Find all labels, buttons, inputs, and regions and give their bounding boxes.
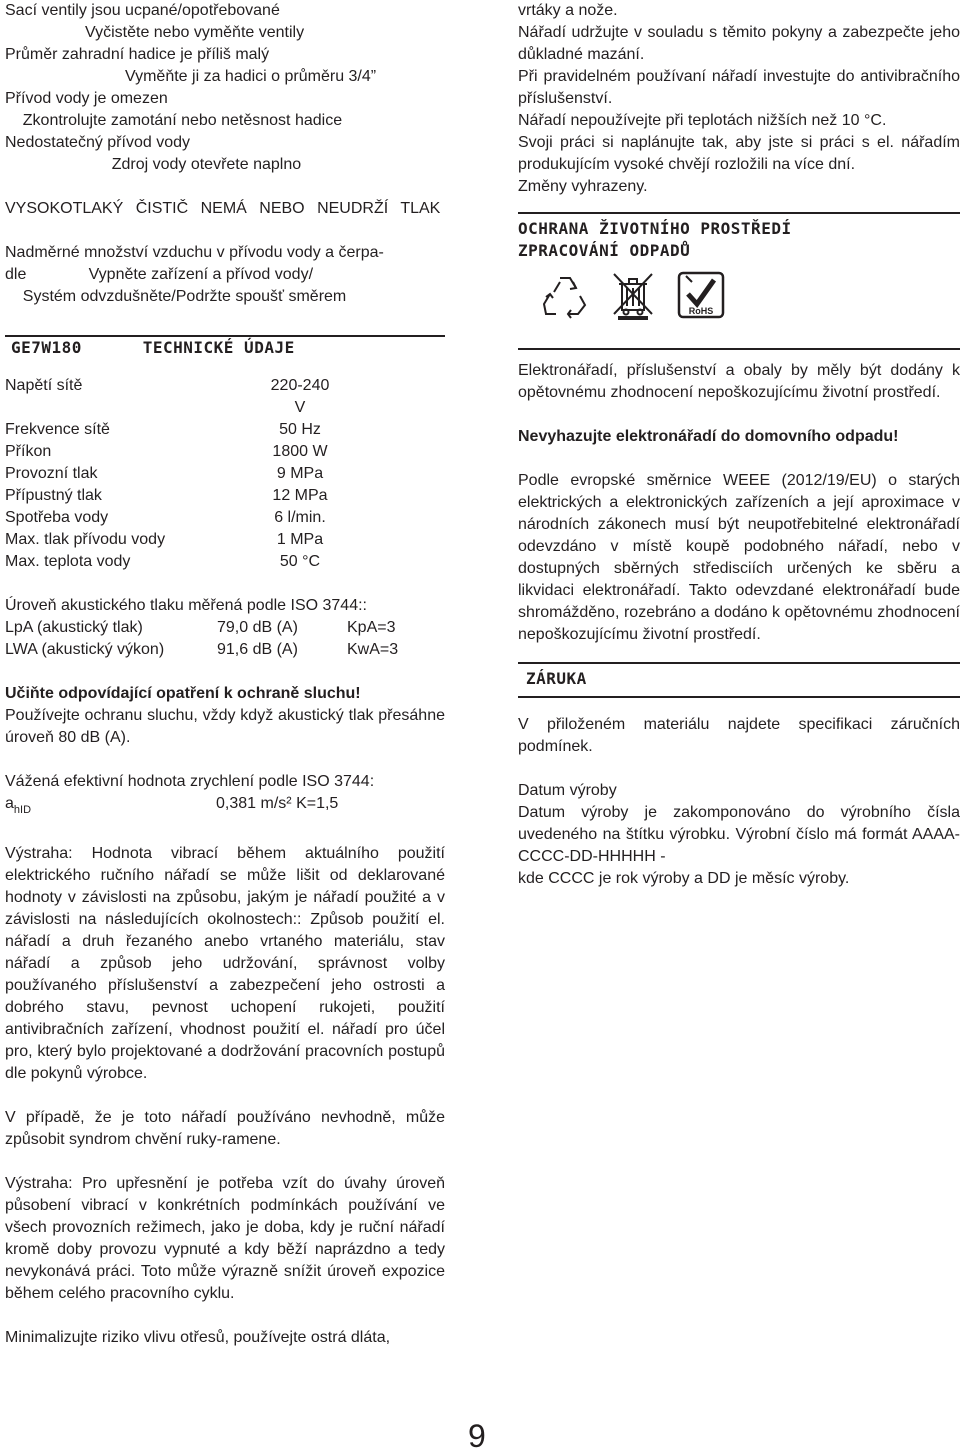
spec-row (5, 529, 335, 551)
noise-row (5, 639, 398, 661)
warranty-heading: ZÁRUKA (518, 662, 960, 690)
disposal-icons (518, 262, 960, 334)
spec-value: 50 °C (279, 553, 321, 570)
production-date-title: Datum výroby (518, 782, 617, 799)
troubleshoot-line: Zdroj vody otevřete naplno (5, 156, 302, 173)
spec-row (5, 441, 335, 463)
noise-table (5, 617, 398, 661)
troubleshoot-line: Průměr zahradní hadice je příliš malý (5, 46, 270, 63)
page-number: 9 (468, 1418, 486, 1454)
weee-text: Podle evropské směrnice WEEE (2012/19/EU) o starých elektrických a elektronických zařízeních a její aproximace v národních zákonech musí být neupotřebitelné elektronářadí odevzdáno v místě koupě podobného nářadí, nebo v dostupných sběrných středisciích určených ke sběru a likvidaci elektronářadí. Takto odevzdané elektronářadí bude shromážděno, rozebráno a dodáno k opětovnému zhodnocení nepoškozujícímu životní prostředí. (518, 472, 960, 643)
changes-reserved: Změny vyhrazeny. (518, 178, 648, 195)
noise-label: LpA (akustický tlak) (5, 619, 143, 636)
hearing-text: Používejte ochranu sluchu, vždy když akustický tlak přesáhne úroveň 80 dB (A). (5, 707, 445, 746)
tech-heading: GE7W180 TECHNICKÉ ÚDAJE (5, 335, 445, 359)
right-column (518, 0, 960, 890)
vibration-value: 0,381 m/s² K=1,5 (216, 795, 339, 812)
vibration-symbol: a (5, 795, 14, 812)
troubleshoot-line: Vyčistěte nebo vyměňte ventily (5, 24, 305, 41)
accessory-note: Při pravidelném používaní nářadí investujte do antivibračního příslušenství. (518, 68, 960, 107)
environment-heading (518, 212, 960, 262)
environment-heading-line2: ZPRACOVÁNÍ ODPADŮ (518, 241, 691, 260)
planning-note: Svoji práci si naplánujte tak, aby jste si práci s el. nářadím produkujícím vysoké chvějí rozložili na více dní. (518, 134, 960, 173)
spec-value: 220-240 V (270, 377, 330, 416)
hand-arm-note: V případě, že je toto nářadí používáno nevhodně, může způsobit syndrom chvění ruky-ramene. (5, 1109, 445, 1148)
temperature-note: Nářadí nepoužívejte při teplotách nižších než 10 °C. (518, 112, 887, 129)
environment-text: Elektronářadí, příslušenství a obaly by měly být dodány k opětovnému zhodnocení nepoškozujícímu životní prostředí. (518, 362, 960, 401)
pressure-line: dle Vypněte zařízení a přívod vody/ (5, 266, 314, 283)
pressure-title: VYSOKOTLAKÝ ČISTIČ NEMÁ NEBO NEUDRŽÍ TLAK (5, 200, 441, 217)
continued-text: vrtáky a nože. (518, 2, 618, 19)
noise-k: KpA=3 (347, 619, 396, 636)
warranty-text: V přiloženém materiálu najdete specifikaci záručních podmínek. (518, 716, 960, 755)
spec-value: 6 l/min. (274, 509, 326, 526)
spec-row (5, 551, 335, 573)
troubleshoot-line: Vyměňte ji za hadici o průměru 3/4” (5, 68, 377, 85)
crossed-bin-icon (608, 270, 658, 320)
troubleshoot-line: Přívod vody je omezen (5, 90, 168, 107)
spec-row (5, 419, 335, 441)
troubleshoot-line: Nedostatečný přívod vody (5, 134, 190, 151)
maintenance-note: Nářadí udržujte v souladu s těmito pokyny a zabezpečte jeho důkladné mazání. (518, 24, 960, 63)
troubleshoot-line: Sací ventily jsou ucpané/opotřebované (5, 2, 280, 19)
exposure-warning: Výstraha: Pro upřesnění je potřeba vzít do úvahy úroveň působení vibrací v konkrétních podmínkách používání ve všech provozních režimech, jako je doba, kdy je ruční nářadí kromě doby provozu vypnuté a kdy běží naprázdno a tedy nevykonává práci. Toto může výrazně snížit úroveň expozice během celého pracovního cyklu. (5, 1175, 445, 1302)
noise-label: LWA (akustický výkon) (5, 641, 165, 658)
spec-label: Max. tlak přívodu vody (5, 531, 166, 548)
spec-table (5, 375, 335, 573)
environment-warning: Nevyhazujte elektronářadí do domovního odpadu! (518, 428, 899, 445)
production-date-text: Datum výroby je zakomponováno do výrobního čísla uvedeného na štítku výrobku. Výrobní číslo má formát AAAA-CCCC-DD-HHHHH - (518, 804, 960, 865)
spec-row (5, 485, 335, 507)
spec-label: Spotřeba vody (5, 509, 109, 526)
noise-k: KwA=3 (347, 641, 399, 658)
spec-value: 9 MPa (276, 465, 324, 482)
spec-value: 1 MPa (276, 531, 324, 548)
spec-row (5, 463, 335, 485)
hearing-warning: Učiňte odpovídající opatření k ochraně sluchu! (5, 685, 361, 702)
troubleshoot-list (5, 0, 445, 176)
noise-value: 91,6 dB (A) (217, 641, 298, 658)
troubleshoot-line: Zkontrolujte zamotání nebo netěsnost hadice (5, 112, 343, 129)
noise-value: 79,0 dB (A) (217, 619, 298, 636)
production-date-last: kde CCCC je rok výroby a DD je měsíc výroby. (518, 870, 850, 887)
pressure-line: Nadměrné množství vzduchu v přívodu vody a čerpa- (5, 244, 384, 261)
spec-label: Provozní tlak (5, 465, 98, 482)
spec-row (5, 507, 335, 529)
spec-label: Max. teplota vody (5, 553, 131, 570)
left-column (5, 0, 445, 1349)
spec-value: 50 Hz (279, 421, 321, 438)
rohs-icon (676, 270, 726, 320)
vibration-row (5, 793, 445, 821)
spec-label: Napětí sítě (5, 377, 83, 394)
spec-label: Přípustný tlak (5, 487, 102, 504)
spec-value: 1800 W (272, 443, 328, 460)
spec-label: Příkon (5, 443, 52, 460)
spec-row (5, 375, 335, 419)
vibration-intro: Vážená efektivní hodnota zrychlení podle ISO 3744: (5, 773, 375, 790)
noise-row (5, 617, 398, 639)
noise-intro: Úroveň akustického tlaku měřená podle ISO 3744:: (5, 597, 367, 614)
minimize-note: Minimalizujte riziko vlivu otřesů, používejte ostrá dláta, (5, 1329, 391, 1346)
pressure-line: Systém odvzdušněte/Podržte spoušť směrem (5, 288, 347, 305)
spec-value: 12 MPa (272, 487, 328, 504)
vibration-subscript: hID (13, 804, 32, 816)
environment-heading-line1: OCHRANA ŽIVOTNÍHO PROSTŘEDÍ (518, 219, 792, 238)
vibration-warning: Výstraha: Hodnota vibrací během aktuálního použití elektrického ručního nářadí se může lišit od deklarované hodnoty v závislosti na způsobu, jakým je nářadí použité a v závislosti na následujících okolnostech:: Způsob použití el. nářadí a druh řezaného anebo vrtaného materiálu, stav nářadí a způsob jeho udržování, správnost volby používaného příslušenství a zabezpečení jeho ostrosti a dobrého stavu, pevnost uchopení rukojeti, použití antivibračních zařízení, vhodnost použití el. nářadí pro účel pro, který bylo projektované a dodržování pracovních postupů dle pokynů výrobce. (5, 845, 445, 1082)
rohs-label: RoHS (688, 306, 714, 316)
spec-label: Frekvence sítě (5, 421, 110, 438)
recycle-icon (540, 270, 590, 320)
